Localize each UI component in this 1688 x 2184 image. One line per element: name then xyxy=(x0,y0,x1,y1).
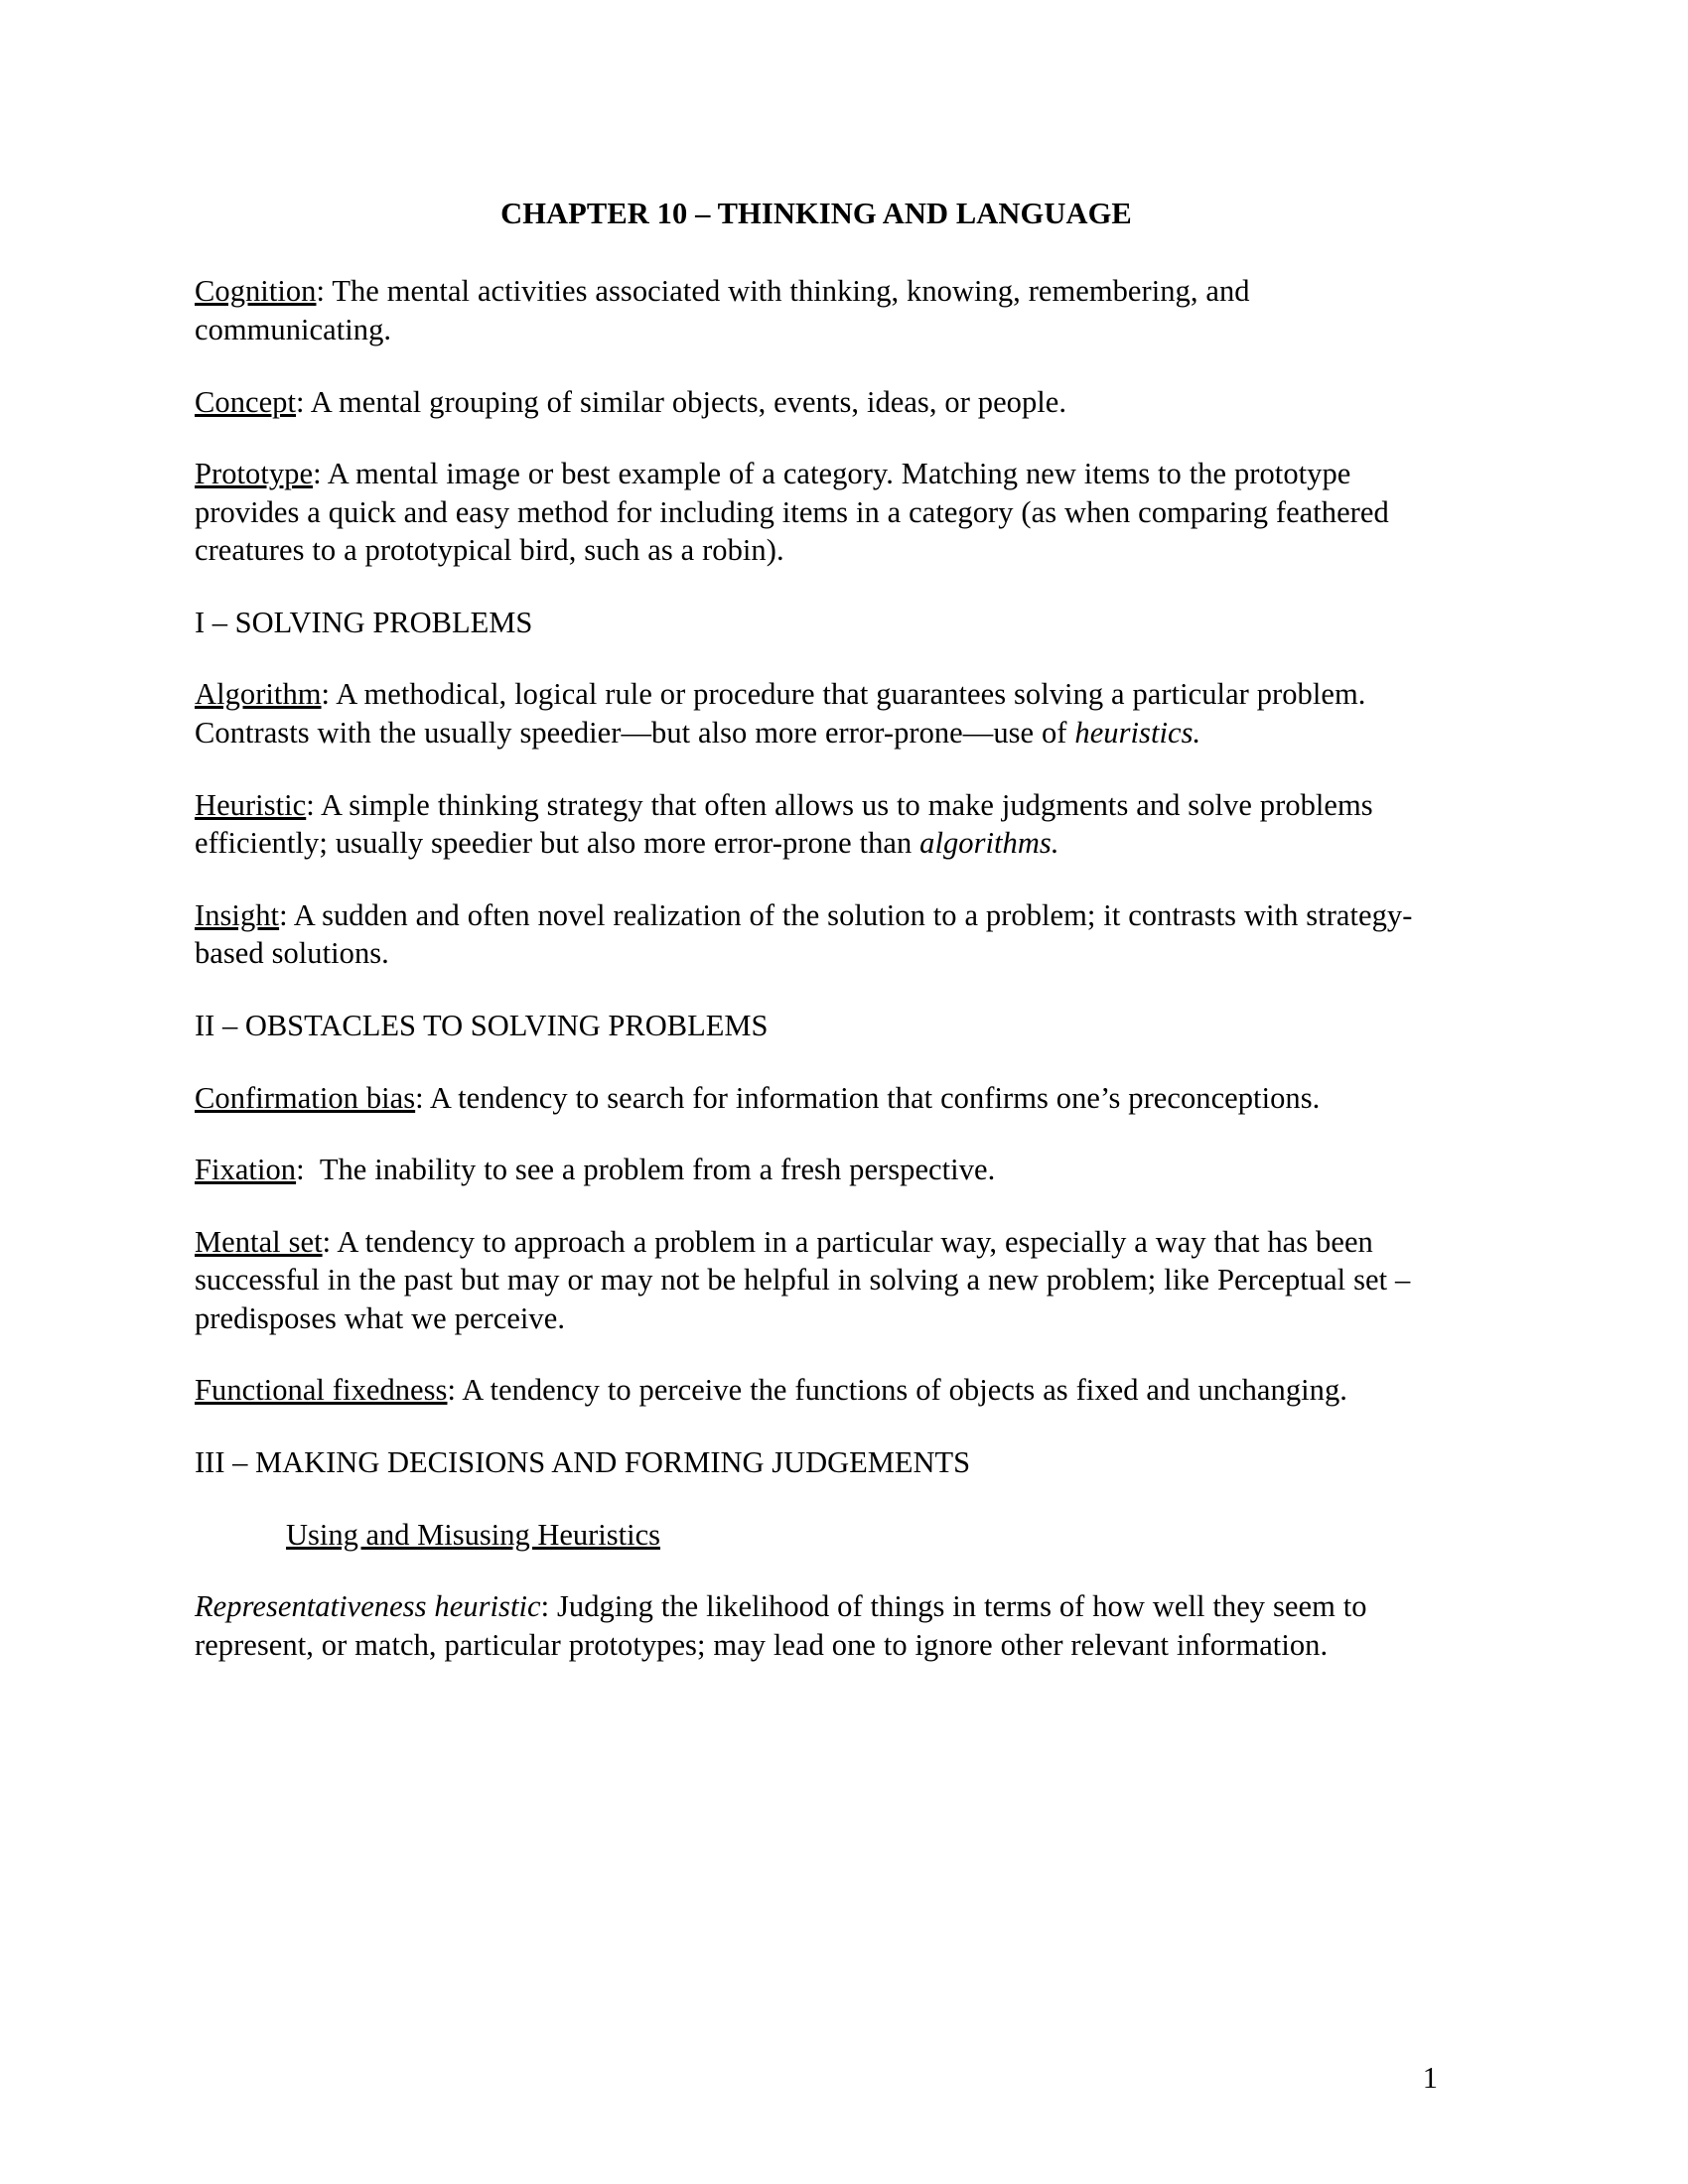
colon-fixation: : xyxy=(296,1153,320,1187)
term-prototype: Prototype xyxy=(195,457,314,491)
definition-fixation-text: The inability to see a problem from a fresh perspective. xyxy=(319,1153,996,1187)
colon-functional-fixedness: : xyxy=(447,1373,463,1408)
term-confirmation-bias: Confirmation bias xyxy=(195,1080,416,1115)
colon-insight: : xyxy=(279,897,294,932)
definition-fixation xyxy=(195,1151,1438,1189)
definition-cognition-text: The mental activities associated with thinking, knowing, remembering, and communicating. xyxy=(195,274,1250,346)
definition-representativeness-heuristic xyxy=(195,1587,1438,1664)
definition-algorithm-italic: heuristics. xyxy=(1074,716,1201,751)
colon-heuristic: : xyxy=(306,787,321,822)
subsection-heading-label: Using and Misusing Heuristics xyxy=(286,1517,661,1552)
colon-confirmation-bias: : xyxy=(415,1080,430,1115)
definition-insight-text: A sudden and often novel realization of the solution to a problem; it contrasts with strategy-based solutions. xyxy=(195,897,1413,971)
definition-heuristic-italic: algorithms. xyxy=(919,826,1059,861)
definition-cognition xyxy=(195,272,1438,348)
definition-functional-fixedness-text: A tendency to perceive the functions of objects as fixed and unchanging. xyxy=(462,1373,1347,1408)
definition-mental-set xyxy=(195,1223,1438,1338)
colon-mental-set: : xyxy=(322,1224,338,1259)
definition-representativeness-heuristic-text: Judging the likelihood of things in terms of how well they seem to represent, or match, particular prototypes; may lead one to ignore other relevant information. xyxy=(195,1589,1367,1662)
colon-concept: : xyxy=(296,384,311,419)
definition-mental-set-text: A tendency to approach a problem in a particular way, especially a way that has been successful in the past but may or may not be helpful in solving a new problem; like Perceptual set – predisposes what we perceive. xyxy=(195,1224,1411,1335)
term-functional-fixedness: Functional fixedness xyxy=(195,1373,448,1408)
colon-representativeness-heuristic: : xyxy=(540,1589,557,1624)
section-heading-three: III – MAKING DECISIONS AND FORMING JUDGEMENTS xyxy=(195,1444,971,1479)
definition-prototype xyxy=(195,455,1438,570)
term-heuristic: Heuristic xyxy=(195,787,307,822)
section-heading-one: I – SOLVING PROBLEMS xyxy=(195,605,533,639)
colon-cognition: : xyxy=(316,274,333,309)
term-fixation: Fixation xyxy=(195,1153,297,1187)
definition-heuristic-text: A simple thinking strategy that often allows us to make judgments and solve problems efficiently; usually speedier but also more error-prone than xyxy=(195,787,1373,861)
definition-algorithm xyxy=(195,675,1438,751)
colon-algorithm: : xyxy=(321,677,337,712)
page-title: CHAPTER 10 – THINKING AND LANGUAGE xyxy=(500,197,1132,230)
definition-insight xyxy=(195,896,1438,973)
definition-concept-text: A mental grouping of similar objects, events, ideas, or people. xyxy=(310,384,1067,419)
term-algorithm: Algorithm xyxy=(195,677,322,712)
term-mental-set: Mental set xyxy=(195,1224,323,1259)
definition-heuristic xyxy=(195,786,1438,863)
term-cognition: Cognition xyxy=(195,274,317,309)
definition-confirmation-bias xyxy=(195,1079,1438,1118)
term-representativeness-heuristic: Representativeness heuristic xyxy=(195,1589,541,1624)
definition-algorithm-text: A methodical, logical rule or procedure that guarantees solving a particular problem. Contrasts with the usually speedier—but also more error-prone—use of xyxy=(195,677,1366,751)
term-concept: Concept xyxy=(195,384,296,419)
section-heading-two: II – OBSTACLES TO SOLVING PROBLEMS xyxy=(195,1008,769,1042)
definition-confirmation-bias-text: A tendency to search for information that confirms one’s preconceptions. xyxy=(429,1080,1321,1115)
page-number: 1 xyxy=(1422,2060,1438,2095)
subsection-heading-using-and-misusing-heuristics xyxy=(286,1516,1438,1555)
definition-functional-fixedness xyxy=(195,1371,1438,1410)
colon-prototype: : xyxy=(313,457,328,491)
term-insight: Insight xyxy=(195,897,280,932)
definition-prototype-text: A mental image or best example of a category. Matching new items to the prototype provides a quick and easy method for including items in a category (as when comparing feathered creatures to a prototypical bird, such as a robin). xyxy=(195,457,1389,568)
definition-concept xyxy=(195,383,1438,422)
